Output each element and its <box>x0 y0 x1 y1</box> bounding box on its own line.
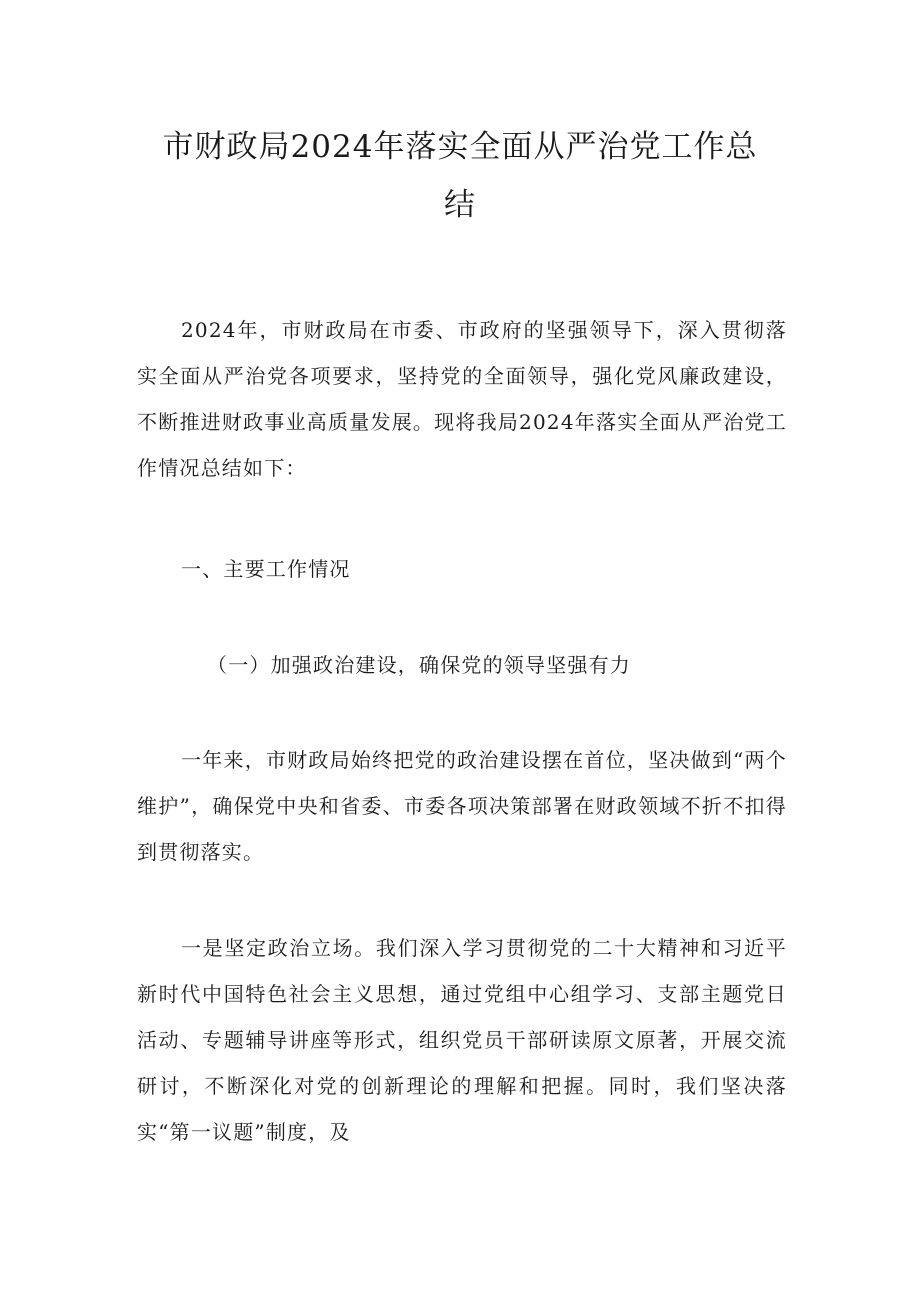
subsection-heading-1: （一）加强政治建设，确保党的领导坚强有力 <box>207 653 631 677</box>
title-line-1: 市财政局2024年落实全面从严治党工作总 <box>162 129 758 165</box>
title-line-2: 结 <box>444 187 476 223</box>
body-paragraph-2: 一年来，市财政局始终把党的政治建设摆在首位，坚决做到“两个维护”，确保党中央和省委、市委各项决策部署在财政领域不折不扣得到贯彻落实。 <box>137 748 787 864</box>
document-title <box>130 118 790 234</box>
section-heading-1: 一、主要工作情况 <box>181 557 351 581</box>
body-paragraph-3: 一是坚定政治立场。我们深入学习贯彻党的二十大精神和习近平新时代中国特色社会主义思想，通过党组中心组学习、支部主题党日活动、专题辅导讲座等形式，组织党员干部研读原文原著，开展交流研讨，不断深化对党的创新理论的理解和把握。同时，我们坚决落实“第一议题”制度，及 <box>137 936 787 1144</box>
intro-paragraph: 2024年，市财政局在市委、市政府的坚强领导下，深入贯彻落实全面从严治党各项要求，坚持党的全面领导，强化党风廉政建设，不断推进财政事业高质量发展。现将我局2024年落实全面从严治党工作情况总结如下： <box>137 318 787 480</box>
